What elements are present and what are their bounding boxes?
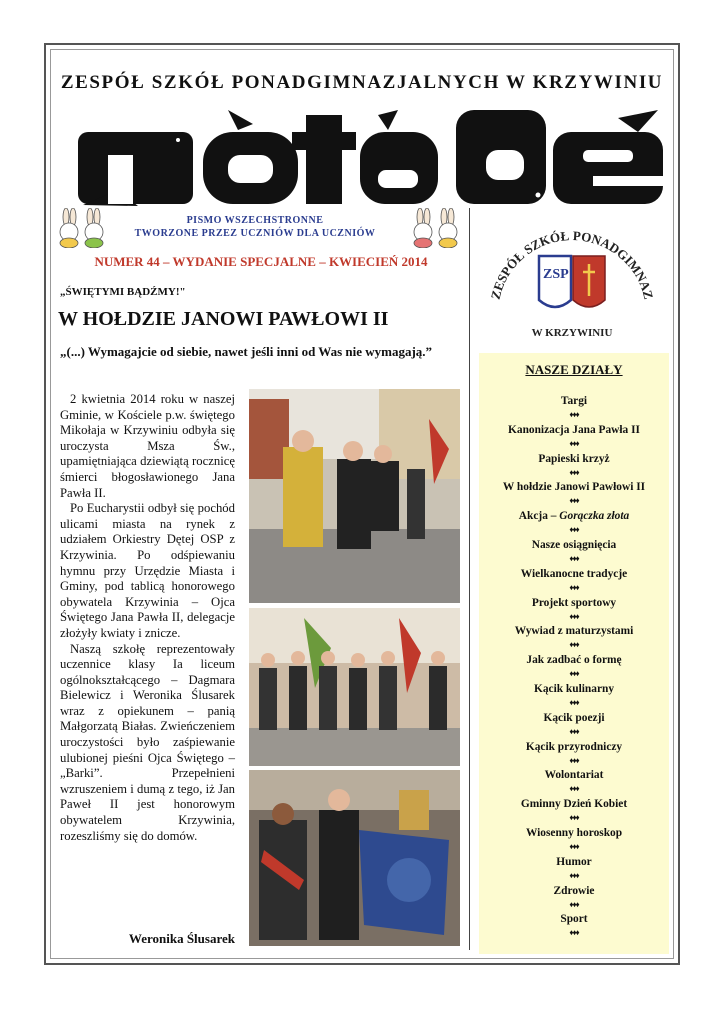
school-logo: [481, 204, 663, 352]
article-paragraph: Naszą szkołę reprezentowały uczennice klasy Ia liceum ogólnokształcącego – Dagmara Bielewicz i Weronika Ślusarek wraz z opiekunem – panią Małgorzatą Białas. Zwieńczeniem uroczystości było zaśpiewanie ulubionej pieśni Ojca Świętego – „Barki”. Przepełnieni wzruszeniem i dumą z tego, iż Jan Paweł II jest honorowym obywatelem Krzywinia, rozeszliśmy się do domów.: [60, 641, 235, 843]
photo-banner-ceremony: [249, 770, 460, 946]
section-item[interactable]: Projekt sportowy ♦♦♦: [531, 596, 617, 621]
issue-line: NUMER 44 – WYDANIE SPECJALNE – KWIECIEŃ 2014: [94, 254, 428, 269]
section-item[interactable]: Humor ♦♦♦: [556, 855, 592, 880]
section-item[interactable]: W hołdzie Janowi Pawłowi II ♦♦♦: [502, 481, 646, 506]
section-item[interactable]: Wiosenny horoskop ♦♦♦: [525, 826, 623, 851]
subtitle: [120, 214, 390, 240]
sections-sidebar: [479, 353, 669, 954]
section-item[interactable]: Akcja – Gorączka złota ♦♦♦: [518, 510, 630, 535]
section-item[interactable]: Kącik przyrodniczy ♦♦♦: [525, 740, 623, 765]
sidebar-title: NASZE DZIAŁY: [525, 362, 623, 377]
section-item[interactable]: Sport ♦♦♦: [560, 913, 588, 938]
section-item[interactable]: Kanonizacja Jana Pawła II ♦♦♦: [508, 423, 640, 448]
masthead-nota-bene: [78, 110, 668, 210]
section-item[interactable]: Wywiad z maturzystami ♦♦♦: [514, 625, 634, 650]
section-item-italic: Gorączka złota: [559, 510, 630, 523]
section-item[interactable]: Targi ♦♦♦: [560, 395, 588, 419]
article-paragraph: Po Eucharystii odbył się pochód ulicami miasta na rynek z udziałem Orkiestry Dętej OSP z Krzywinia. Po odśpiewaniu hymnu przy Urzędzie Miasta i Gminy, pod tablicą honorowego obywatela Krzywinia – Ojca Świętego Jana Pawła II, delegacje złożyły kwiaty i znicze.: [60, 501, 235, 640]
logo-arc-text: ZESPÓŁ SZKÓŁ PONADGIMNAZ: [487, 228, 657, 301]
subtitle-line-2: TWORZONE PRZEZ UCZNIÓW DLA UCZNIÓW: [134, 228, 376, 239]
column-divider: [469, 208, 470, 950]
section-item[interactable]: Zdrowie ♦♦♦: [553, 884, 595, 909]
subtitle-line-1: PISMO WSZECHSTRONNE: [186, 215, 324, 226]
section-item[interactable]: Nasze osiągnięcia ♦♦♦: [531, 538, 617, 563]
article-headline: W HOŁDZIE JANOWI PAWŁOWI II: [58, 308, 389, 330]
article-author: Weronika Ślusarek: [128, 931, 235, 946]
article-quote: „(...) Wymagajcie od siebie, nawet jeśli inni od Was nie wymagają.”: [60, 344, 433, 359]
photo-wreath-laying: [249, 389, 460, 603]
bunny-icon-right: [410, 208, 462, 248]
section-item[interactable]: Gminny Dzień Kobiet ♦♦♦: [520, 798, 628, 823]
logo-bottom-text: W KRZYWINIU: [531, 327, 613, 339]
article-kicker: „ŚWIĘTYMI BĄDŹMY!": [60, 286, 186, 298]
section-item[interactable]: Kącik poezji ♦♦♦: [543, 711, 605, 736]
section-item[interactable]: Kącik kulinarny ♦♦♦: [533, 682, 615, 707]
school-title: ZESPÓŁ SZKÓŁ PONADGIMNAZJALNYCH W KRZYWINIU: [60, 72, 664, 93]
article-paragraph: 2 kwietnia 2014 roku w naszej Gminie, w Kościele p.w. świętego Mikołaja w Krzywiniu odbyła się uroczysta Msza Św., upamiętniająca dziewiątą rocznicę śmierci błogosławionego Jana Pawła II.: [60, 392, 235, 500]
logo-monogram: ZSP: [543, 267, 569, 282]
sections-list: [479, 394, 669, 941]
section-item[interactable]: Papieski krzyż ♦♦♦: [538, 452, 610, 477]
section-item[interactable]: Jak zadbać o formę ♦♦♦: [526, 654, 622, 679]
photo-delegations: [249, 608, 460, 766]
article-body: [60, 392, 235, 844]
bunny-icon-left: [56, 208, 108, 248]
section-item[interactable]: Wielkanocne tradycje ♦♦♦: [520, 567, 628, 592]
section-item[interactable]: Wolontariat ♦♦♦: [544, 769, 604, 794]
